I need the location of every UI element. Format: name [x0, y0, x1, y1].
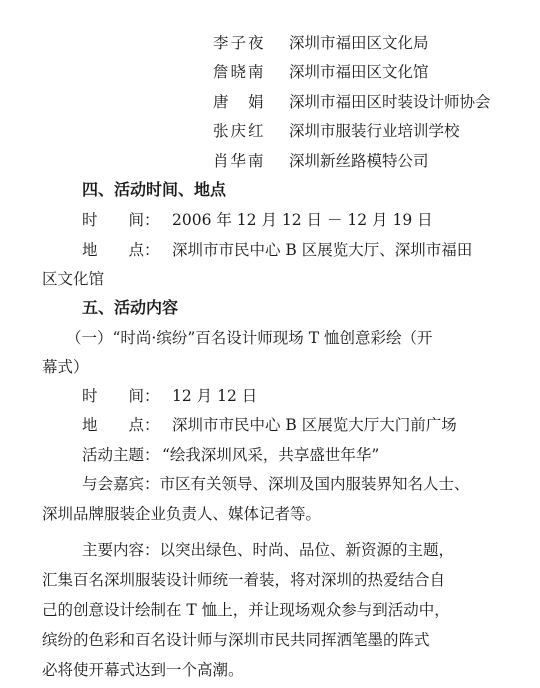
participant-org: 深圳市福田区文化局 — [289, 34, 429, 52]
participant-org: 深圳市福田区文化馆 — [289, 63, 429, 81]
theme-value: “绘我深圳风采，共享盛世年华” — [162, 446, 380, 464]
content-paragraph: 缤纷的色彩和百名设计师与深圳市民共同挥洒笔墨的阵式 — [42, 631, 430, 649]
content-paragraph: 必将使开幕式达到一个高潮。 — [42, 661, 244, 679]
place-label: 地 点： — [82, 241, 160, 259]
content-paragraph: 汇集百名深圳服装设计师统一着装，将对深圳的热爱结合自 — [42, 571, 446, 589]
place-label: 地 点： — [82, 416, 160, 434]
participant-org: 深圳市服装行业培训学校 — [289, 122, 460, 140]
participant-name: 张庆红 — [213, 122, 266, 140]
place-value-cont: 区文化馆 — [42, 270, 105, 288]
guests-text-cont: 深圳品牌服装企业负责人、媒体记者等。 — [42, 505, 322, 523]
section-heading-4: 四、活动时间、地点 — [82, 180, 227, 199]
subsection-heading-cont: 幕式） — [42, 358, 89, 376]
participant-name: 詹晓南 — [213, 63, 266, 81]
section-heading-5: 五、活动内容 — [82, 298, 179, 317]
participant-org: 深圳新丝路模特公司 — [289, 152, 429, 170]
place-value: 深圳市市民中心 B 区展览大厅大门前广场 — [172, 416, 457, 434]
content-paragraph: 己的创意设计绘制在 T 恤上，并让现场观众参与到活动中， — [42, 601, 450, 619]
time-value: 12 月 12 日 — [172, 387, 258, 405]
content-paragraph: 主要内容：以突出绿色、时尚、品位、新资源的主题， — [82, 541, 455, 559]
place-value: 深圳市市民中心 B 区展览大厅、深圳市福田 — [172, 241, 473, 259]
participant-name: 唐 娟 — [213, 93, 266, 111]
time-value: 2006 年 12 月 12 日 － 12 月 19 日 — [172, 211, 433, 229]
guests-text: 与会嘉宾：市区有关领导、深圳及国内服装界知名人士、 — [82, 475, 470, 493]
time-label: 时 间： — [82, 387, 160, 405]
participant-org: 深圳市福田区时装设计师协会 — [289, 93, 491, 111]
time-label: 时 间： — [82, 211, 160, 229]
subsection-heading: （一）“时尚·缤纷”百名设计师现场 T 恤创意彩绘（开 — [66, 329, 433, 347]
participant-name: 肖华南 — [213, 152, 266, 170]
participant-name: 李子夜 — [213, 34, 266, 52]
theme-label: 活动主题： — [82, 446, 160, 464]
